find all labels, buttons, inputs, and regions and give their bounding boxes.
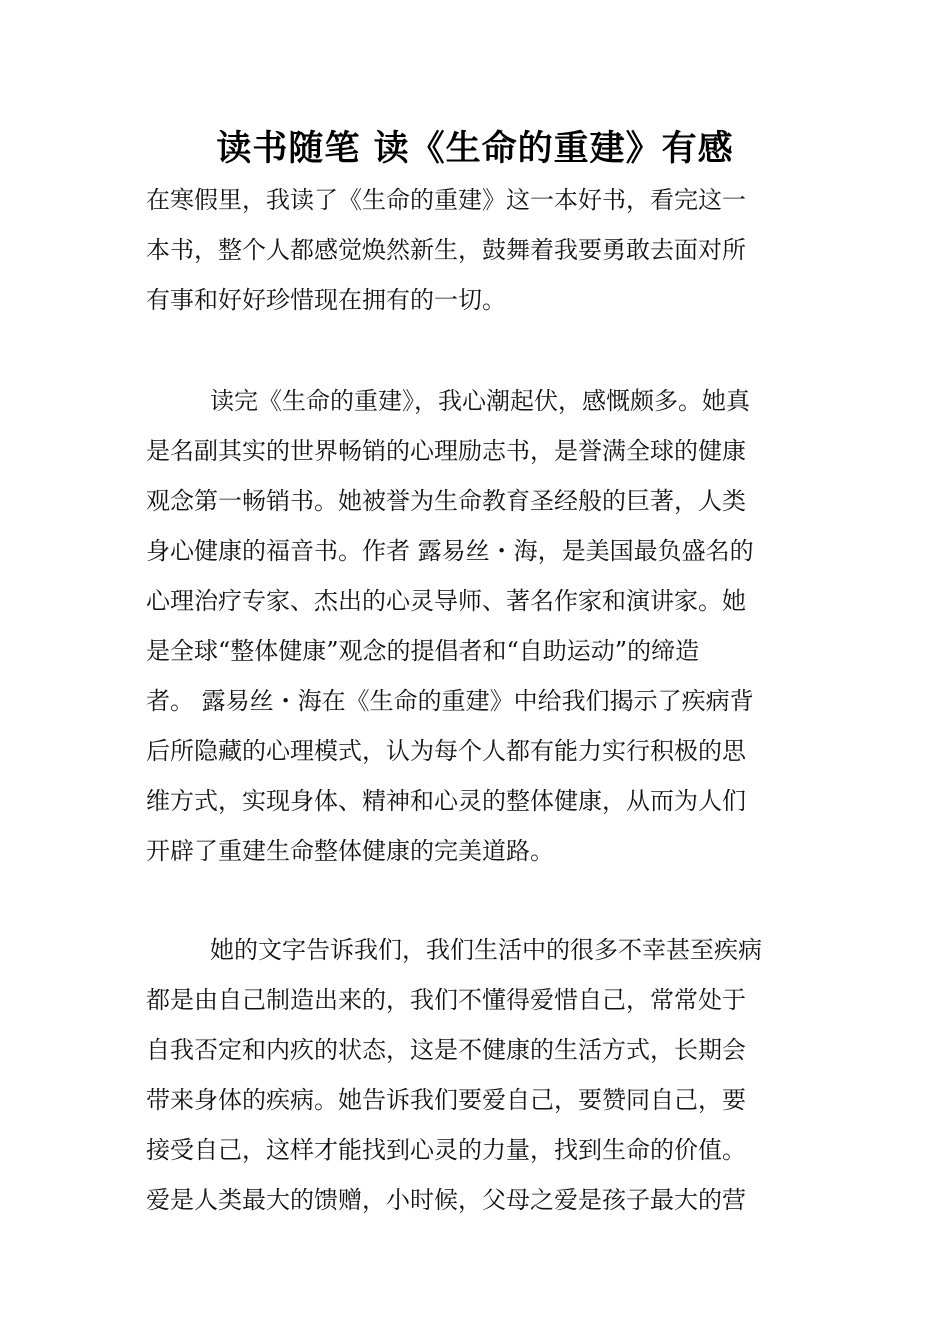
text-line: 观念第一畅销书。她被誉为生命教育圣经般的巨著，人类 bbox=[146, 487, 746, 515]
text-line: 接受自己，这样才能找到心灵的力量，找到生命的价值。 bbox=[146, 1136, 746, 1164]
text-line: 后所隐藏的心理模式，认为每个人都有能力实行积极的思 bbox=[146, 737, 746, 765]
text-line: 心理治疗专家、杰出的心灵导师、著名作家和演讲家。她 bbox=[146, 587, 746, 615]
text-line: 有事和好好珍惜现在拥有的一切。 bbox=[146, 286, 506, 314]
text-line: 维方式，实现身体、精神和心灵的整体健康，从而为人们 bbox=[146, 787, 746, 815]
text-line: 都是由自己制造出来的，我们不懂得爱惜自己，常常处于 bbox=[146, 986, 746, 1014]
text-line: 在寒假里，我读了《生命的重建》这一本好书，看完这一 bbox=[146, 186, 746, 214]
text-line: 自我否定和内疚的状态，这是不健康的生活方式，长期会 bbox=[146, 1036, 746, 1064]
text-line: 带来身体的疾病。她告诉我们要爱自己，要赞同自己，要 bbox=[146, 1086, 746, 1114]
text-line: 读完《生命的重建》，我心潮起伏，感慨颇多。她真 bbox=[210, 387, 750, 415]
text-line: 身心健康的福音书。作者 露易丝・海，是美国最负盛名的 bbox=[146, 537, 754, 565]
text-line: 是全球“整体健康”观念的提倡者和“自助运动”的缔造 bbox=[146, 637, 700, 665]
text-line: 爱是人类最大的馈赠，小时候，父母之爱是孩子最大的营 bbox=[146, 1186, 746, 1214]
text-line: 她的文字告诉我们，我们生活中的很多不幸甚至疾病 bbox=[210, 936, 762, 964]
text-line: 开辟了重建生命整体健康的完美道路。 bbox=[146, 837, 554, 865]
text-line: 本书，整个人都感觉焕然新生，鼓舞着我要勇敢去面对所 bbox=[146, 236, 746, 264]
text-line: 者。 露易丝・海在《生命的重建》中给我们揭示了疾病背 bbox=[146, 687, 754, 715]
document-title: 读书随笔 读《生命的重建》有感 bbox=[216, 129, 734, 169]
text-line: 是名副其实的世界畅销的心理励志书，是誉满全球的健康 bbox=[146, 437, 746, 465]
